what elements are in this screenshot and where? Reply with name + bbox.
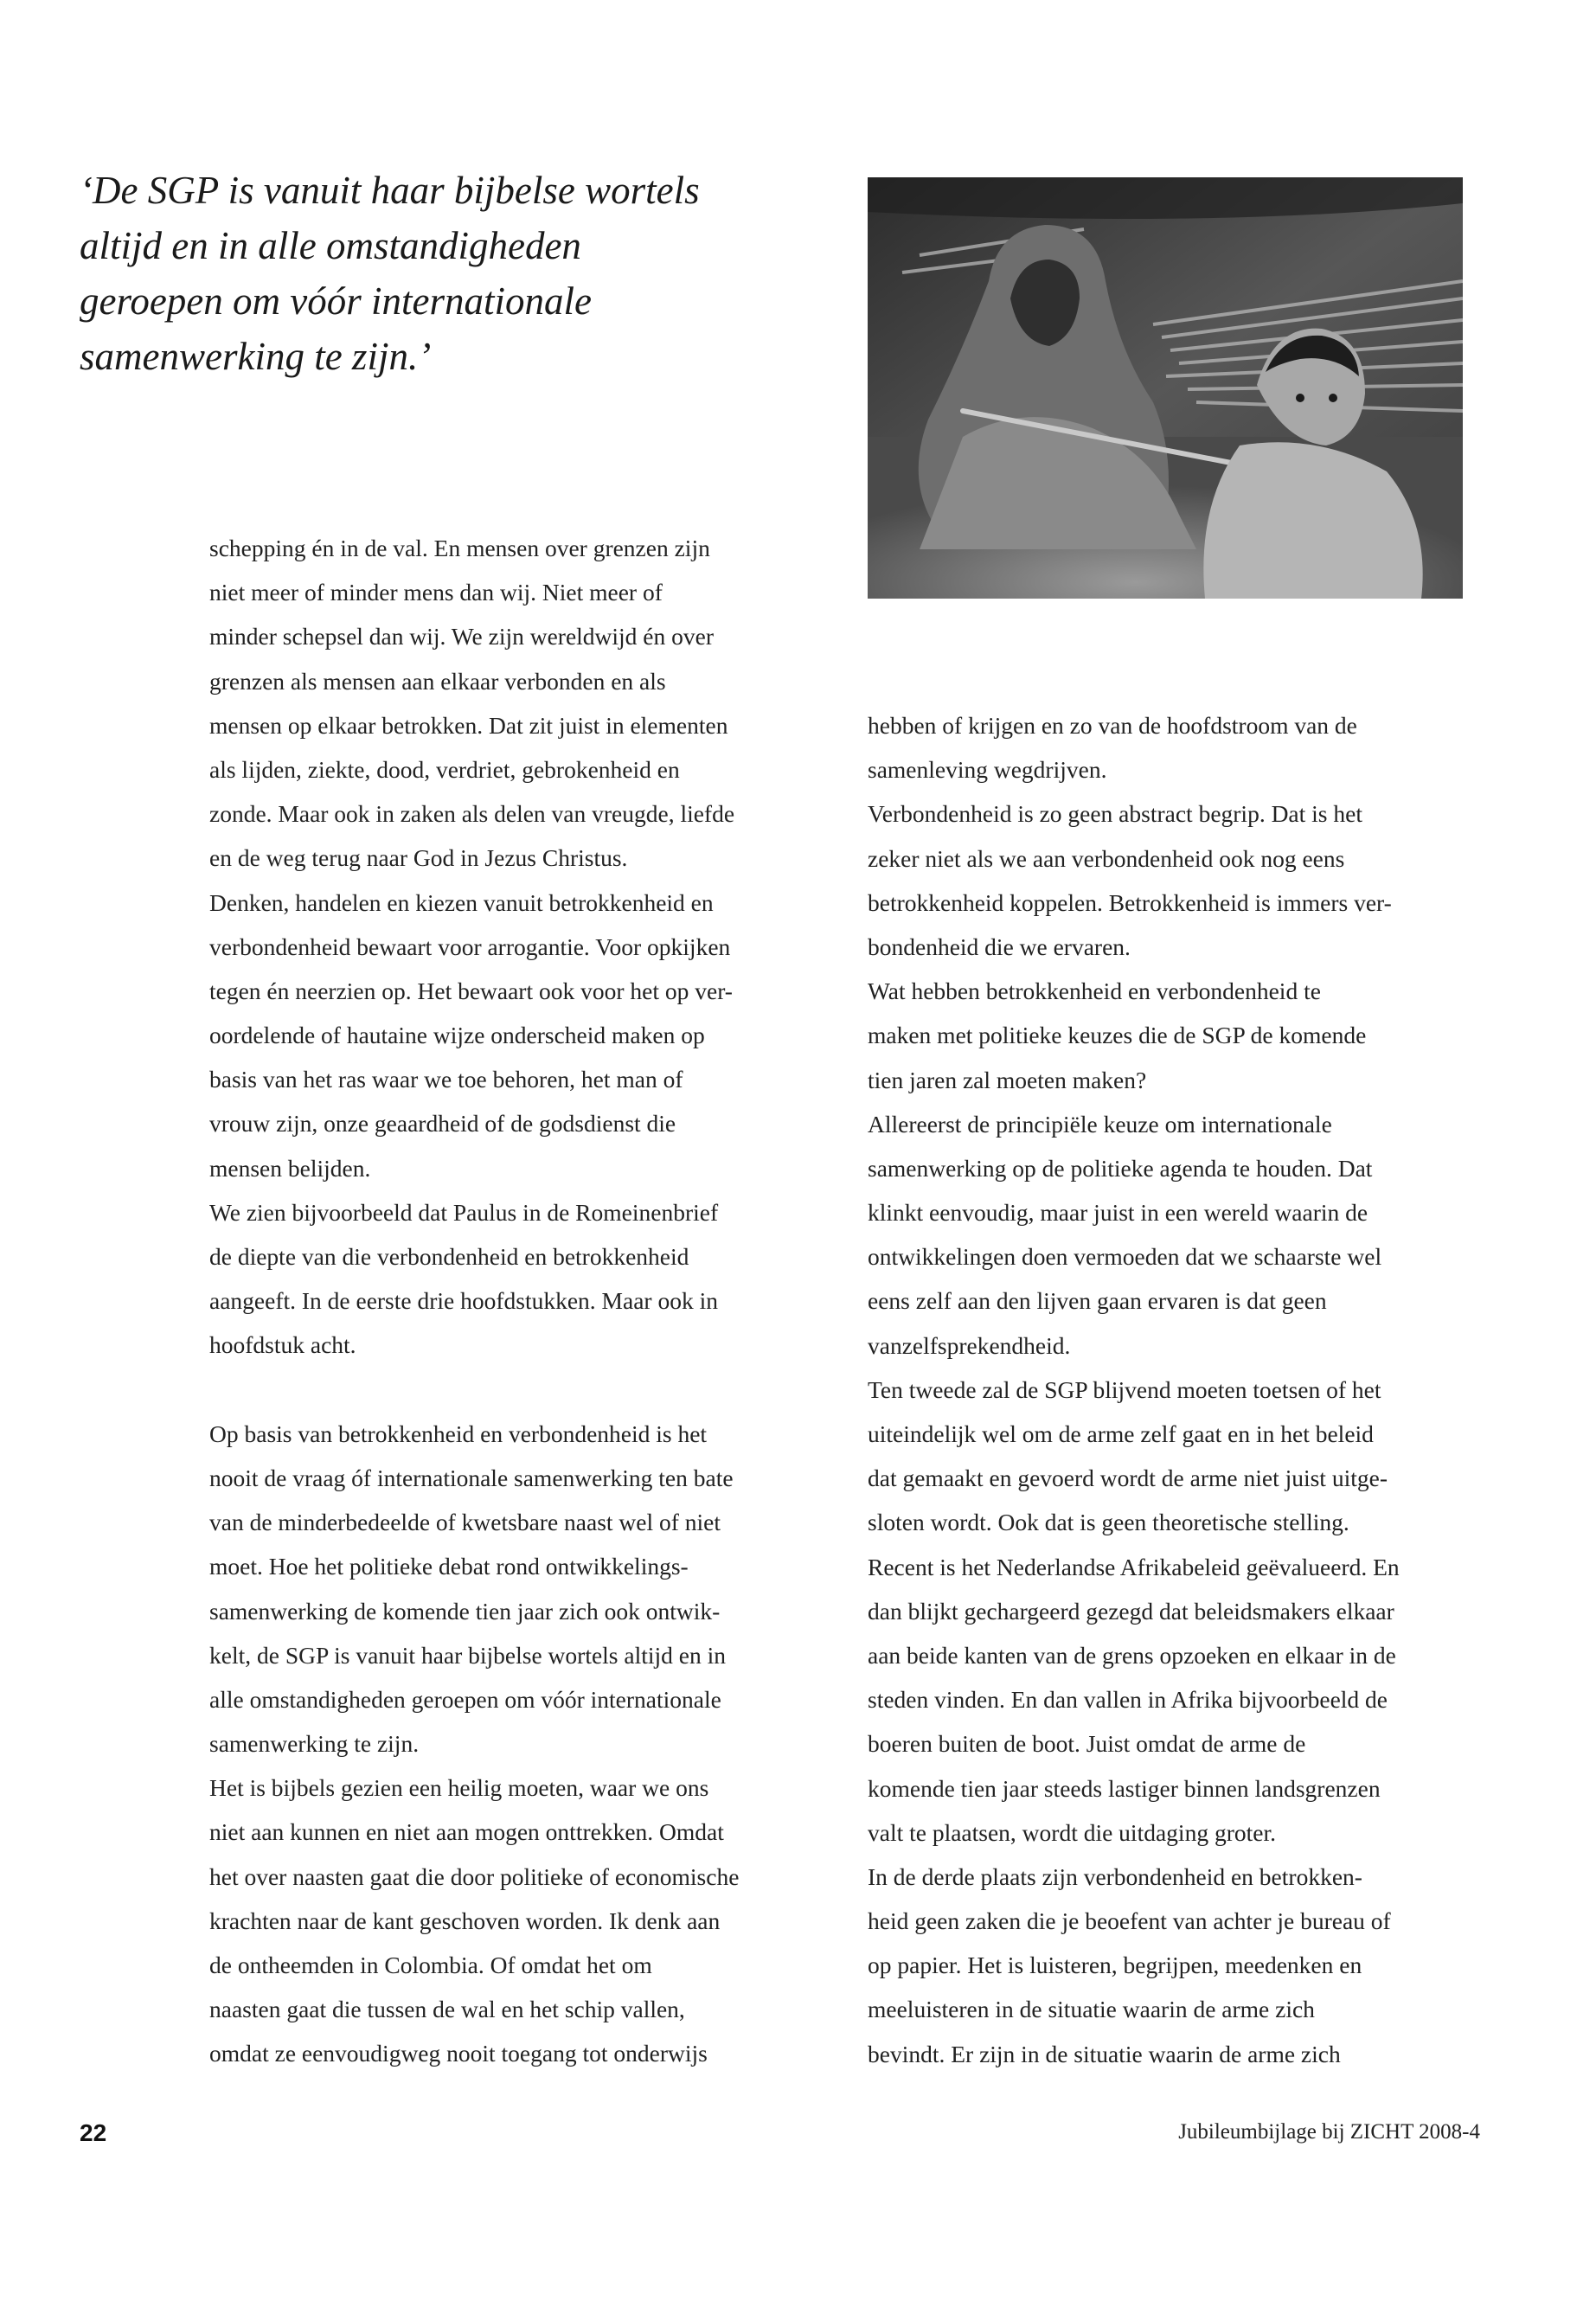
body-text-line: steden vinden. En dan vallen in Afrika bijvoorbeeld de [868,1686,1388,1714]
body-text-line: heid geen zaken die je beoefent van achter je bureau of [868,1907,1391,1935]
body-text-line: en de weg terug naar God in Jezus Christus. [209,844,628,872]
page-number: 22 [80,2119,107,2146]
body-text-line: ontwikkelingen doen vermoeden dat we schaarste wel [868,1243,1382,1271]
body-text-line: als lijden, ziekte, dood, verdriet, gebrokenheid en [209,755,680,783]
body-text-line: samenwerking op de politieke agenda te houden. Dat [868,1154,1373,1182]
pull-quote-line: ‘De SGP is vanuit haar bijbelse wortels [80,169,700,212]
body-text-line: de diepte van die verbondenheid en betrokkenheid [209,1243,689,1270]
body-text-line: basis van het ras waar we toe behoren, het man of [209,1066,683,1093]
body-text-line: mensen belijden. [209,1154,371,1182]
body-text-line: niet meer of minder mens dan wij. Niet meer of [209,579,663,606]
body-text-line: krachten naar de kant geschoven worden. Ik denk aan [209,1907,721,1934]
body-text-line: sloten wordt. Ook dat is geen theoretische stelling. [868,1509,1349,1536]
body-text-line: de ontheemden in Colombia. Of omdat het om [209,1952,652,1978]
paragraph-gap [209,1368,815,1412]
body-text-line: Recent is het Nederlandse Afrikabeleid geëvalueerd. En [868,1553,1400,1580]
body-text-line: tegen én neerzien op. Het bewaart ook voor het op ver- [209,977,733,1004]
body-text-line: naasten gaat die tussen de wal en het schip vallen, [209,1996,685,2023]
body-column-right [868,703,1473,2076]
body-text-line: alle omstandigheden geroepen om vóór internationale [209,1685,721,1713]
body-text-line: dat gemaakt en gevoerd wordt de arme niet juist uitge- [868,1465,1388,1492]
body-text-line: In de derde plaats zijn verbondenheid en betrokken- [868,1862,1362,1890]
running-footer: Jubileumbijlage bij ZICHT 2008-4 [1178,2120,1480,2144]
body-text-line: Op basis van betrokkenheid en verbondenheid is het [209,1420,708,1447]
body-text-line: zeker niet als we aan verbondenheid ook nog eens [868,844,1345,872]
body-text-line: aan beide kanten van de grens opzoeken en elkaar in de [868,1641,1396,1669]
body-text-line: dan blijkt gechargeerd gezegd dat beleidsmakers elkaar [868,1597,1394,1625]
body-text-line: verbondenheid bewaart voor arrogantie. Voor opkijken [209,933,731,960]
body-text-line: mensen op elkaar betrokken. Dat zit juist in elementen [209,711,728,739]
body-text-line: We zien bijvoorbeeld dat Paulus in de Romeinenbrief [209,1198,719,1226]
body-text-line: zonde. Maar ook in zaken als delen van vreugde, liefde [209,800,735,828]
body-text-line: kelt, de SGP is vanuit haar bijbelse wortels altijd en in [209,1641,726,1669]
body-text-line: grenzen als mensen aan elkaar verbonden en als [209,667,666,695]
body-text-line: niet aan kunnen en niet aan mogen onttrekken. Omdat [209,1818,724,1846]
body-text-line: Ten tweede zal de SGP blijvend moeten toetsen of het [868,1375,1381,1403]
pull-quote-line: altijd en in alle omstandigheden [80,224,581,267]
pull-quote-line: samenwerking te zijn.’ [80,335,432,378]
body-column-left [209,526,815,2076]
body-text-line: aangeeft. In de eerste drie hoofdstukken. Maar ook in [209,1287,718,1315]
body-text-line: bevindt. Er zijn in de situatie waarin de arme zich [868,2040,1341,2067]
body-text-line: hoofdstuk acht. [209,1331,356,1359]
body-text-line: komende tien jaar steeds lastiger binnen landsgrenzen [868,1774,1381,1802]
body-text-line: eens zelf aan den lijven gaan ervaren is dat geen [868,1287,1327,1315]
body-text-line: Denken, handelen en kiezen vanuit betrokkenheid en [209,888,714,916]
body-text-line: moet. Hoe het politieke debat rond ontwikkelings- [209,1553,689,1580]
body-text-line: boeren buiten de boot. Juist omdat de arme de [868,1730,1306,1758]
body-text-line: vrouw zijn, onze geaardheid of de godsdienst die [209,1110,676,1138]
body-text-line: betrokkenheid koppelen. Betrokkenheid is immers ver- [868,888,1392,916]
body-text-line: Het is bijbels gezien een heilig moeten, waar we ons [209,1774,709,1802]
pull-quote-line: geroepen om vóór internationale [80,279,592,323]
body-text-line: tien jaren zal moeten maken? [868,1066,1147,1093]
body-text-line: Wat hebben betrokkenheid en verbondenheid te [868,977,1321,1005]
body-text-line: het over naasten gaat die door politieke of economische [209,1862,740,1890]
body-text-line: valt te plaatsen, wordt die uitdaging groter. [868,1818,1276,1846]
body-text-line: maken met politieke keuzes die de SGP de komende [868,1022,1367,1049]
body-text-line: vanzelfsprekendheid. [868,1331,1071,1359]
photo-illustration [868,177,1463,599]
body-text-line: omdat ze eenvoudigweg nooit toegang tot onderwijs [209,2040,708,2067]
body-text-line: samenleving wegdrijven. [868,756,1107,784]
photo-woman-and-child-carving-wood [868,177,1463,599]
body-text-line: oordelende of hautaine wijze onderscheid maken op [209,1022,705,1049]
body-text-line: samenwerking de komende tien jaar zich ook ontwik- [209,1597,721,1625]
body-text-line: bondenheid die we ervaren. [868,933,1131,960]
pull-quote [80,163,824,384]
body-text-line: Allereerst de principiële keuze om internationale [868,1110,1332,1138]
body-text-line: samenwerking te zijn. [209,1730,420,1758]
body-text-line: van de minderbedeelde of kwetsbare naast wel of niet [209,1509,721,1536]
body-text-line: meeluisteren in de situatie waarin de arme zich [868,1996,1315,2023]
body-text-line: hebben of krijgen en zo van de hoofdstroom van de [868,712,1357,739]
body-text-line: uiteindelijk wel om de arme zelf gaat en in het beleid [868,1420,1374,1447]
body-text-line: minder schepsel dan wij. We zijn wereldwijd én over [209,623,715,651]
body-text-line: nooit de vraag óf internationale samenwerking ten bate [209,1464,734,1491]
body-text-line: schepping én in de val. En mensen over grenzen zijn [209,535,710,561]
body-text-line: klinkt eenvoudig, maar juist in een wereld waarin de [868,1199,1368,1227]
body-text-line: op papier. Het is luisteren, begrijpen, meedenken en [868,1952,1362,1979]
body-text-line: Verbondenheid is zo geen abstract begrip. Dat is het [868,800,1362,828]
